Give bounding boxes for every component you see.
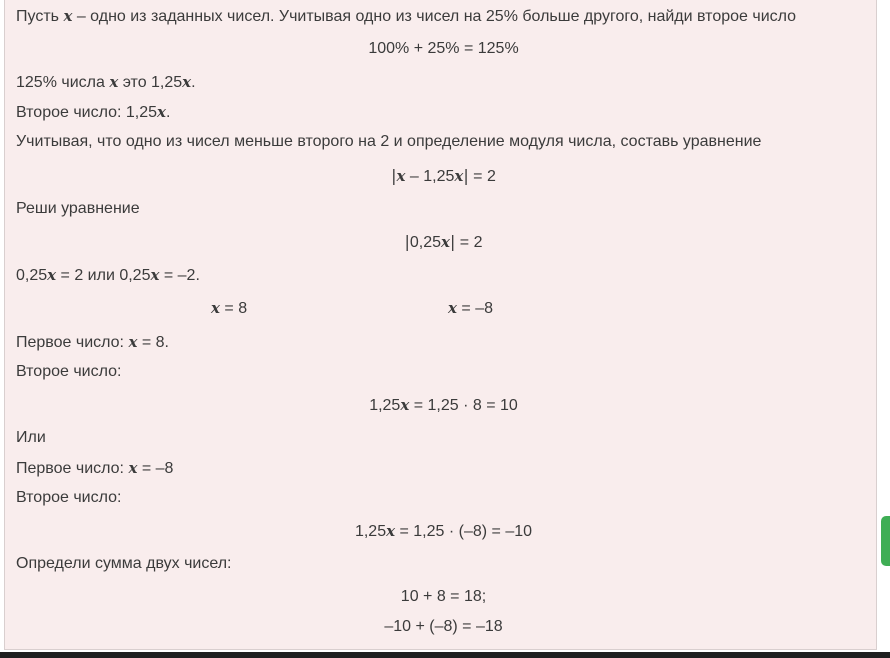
second-number-calc-2: 1,25x = 1,25 · (–8) = –10 [354,522,533,540]
root-positive: x = 8 [211,299,248,317]
sum-case2: –10 + (–8) = –18 [384,618,503,635]
first-number-case2: Первое число: x = –8 [16,459,174,477]
second-number-line: Второе число: 1,25x. [16,103,171,121]
modulus-equation: |x – 1,25x| = 2 [391,166,496,185]
cases-line: 0,25x = 2 или 0,25x = –2. [16,266,200,284]
variable-x: x [63,7,73,25]
condition-line: Учитывая, что одно из чисел меньше второго на 2 и определение модуля числа, составь уравнение [16,133,762,150]
second-number-calc-1: 1,25x = 1,25 · 8 = 10 [369,396,518,414]
simplified-equation: |0,25x| = 2 [404,232,483,251]
second-number-label-1: Второе число: [16,363,122,380]
sum-case1: 10 + 8 = 18; [400,588,487,605]
sum-label: Определи сумма двух чисел: [16,555,232,572]
first-number-case1: Первое число: x = 8. [16,333,169,351]
solution-panel [4,0,877,650]
percent-equation: 100% + 25% = 125% [368,40,519,57]
scrollbar-thumb[interactable] [881,516,890,566]
solve-label: Реши уравнение [16,200,140,217]
percent-of-x-line: 125% числа x это 1,25x. [16,73,196,91]
intro-line: Пусть x – одно из заданных чисел. Учитывая одно из чисел на 25% больше другого, найди второе число [16,7,797,25]
bottom-edge-bar [0,652,890,658]
or-label: Или [16,429,46,446]
root-negative: x = –8 [448,299,493,317]
second-number-label-2: Второе число: [16,489,122,506]
